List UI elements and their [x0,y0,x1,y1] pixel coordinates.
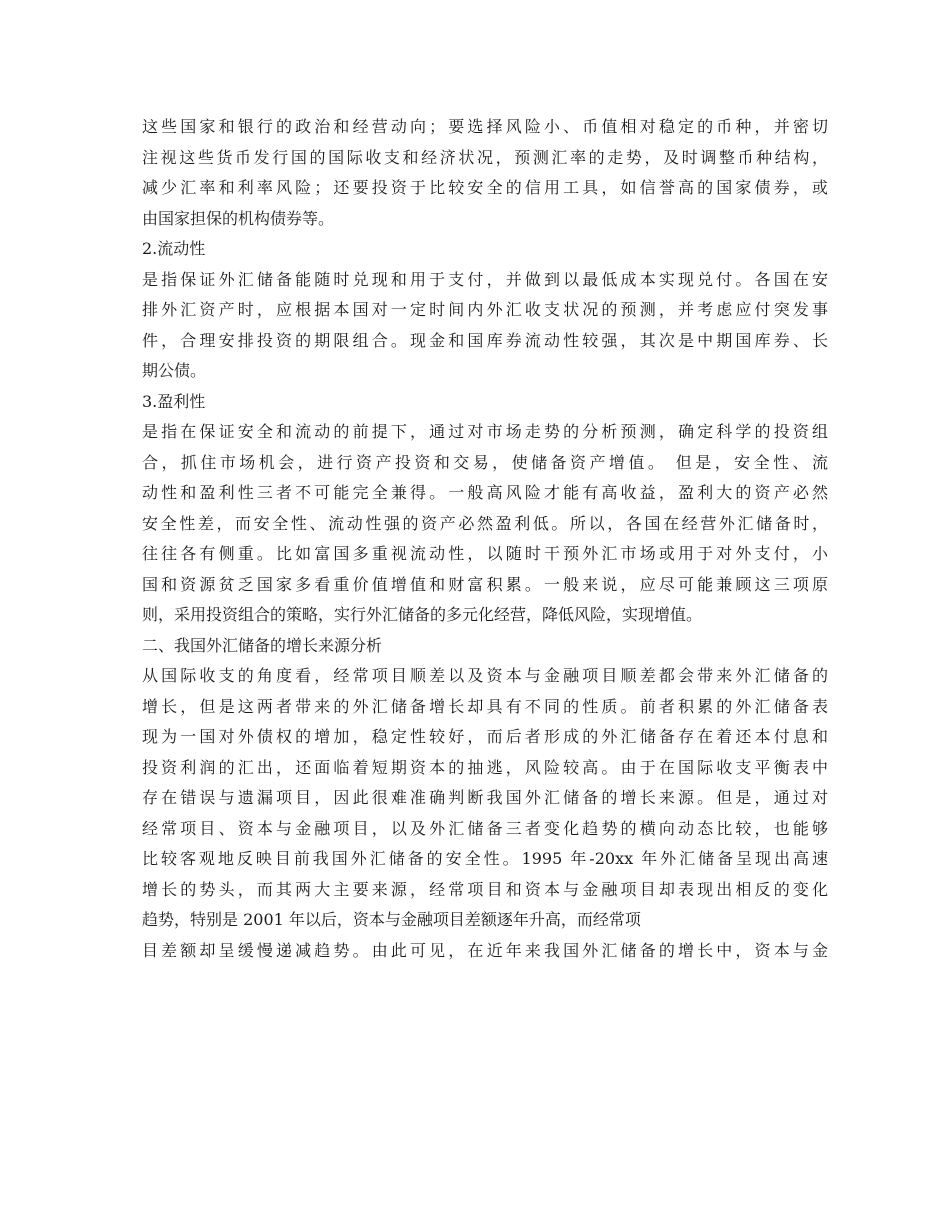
text-line: 3.盈利性 [142,391,206,411]
text-line: 2.流动性 [142,239,206,258]
text-line: 国和资源贫乏国家多看重价值增值和财富积累。一般来说，应尽可能兼顾这三项原 [142,574,828,594]
text-line: 安全性差，而安全性、流动性强的资产必然盈利低。所以，各国在经营外汇储备时， [142,513,828,533]
text-line: 增长的势头，而其两大主要来源，经常项目和资本与金融项目却表现出相反的变化 [142,879,828,899]
text-line: 动性和盈利性三者不可能完全兼得。一般高风险才能有高收益，盈利大的资产必然 [142,483,828,502]
text-line: 排外汇资产时，应根据本国对一定时间内外汇收支状况的预测，并考虑应付突发事 [142,300,828,319]
text-line: 是指在保证安全和流动的前提下，通过对市场走势的分析预测，确定科学的投资组 [142,422,828,441]
text-line: 比较客观地反映目前我国外汇储备的安全性。1995 年-20xx 年外汇储备呈现出高速 [142,849,828,868]
text-line: 现为一国对外债权的增加，稳定性较好，而后者形成的外汇储备存在着还本付息和 [142,727,828,746]
text-line: 投资利润的汇出，还面临着短期资本的抽逃，风险较高。由于在国际收支平衡表中 [142,757,828,777]
text-line: 由国家担保的机构债券等。 [142,208,335,228]
text-line: 注视这些货币发行国的国际收支和经济状况，预测汇率的走势，及时调整币种结构， [142,147,828,167]
text-line: 则，采用投资组合的策略，实行外汇储备的多元化经营，降低风险，实现增值。 [142,605,703,624]
text-line: 减少汇率和利率风险；还要投资于比较安全的信用工具，如信誉高的国家债券，或 [142,178,828,197]
text-line: 件，合理安排投资的期限组合。现金和国库券流动性较强，其次是中期国库券、长 [142,330,828,350]
text-line: 是指保证外汇储备能随时兑现和用于支付，并做到以最低成本实现兑付。各国在安 [142,269,828,289]
text-line: 增长，但是这两者带来的外汇储备增长却具有不同的性质。前者积累的外汇储备表 [142,696,828,716]
text-line: 趋势，特别是 2001 年以后，资本与金融项目差额逐年升高，而经常项 [142,910,641,929]
document-body [142,112,828,966]
text-line: 目差额却呈缓慢递减趋势。由此可见，在近年来我国外汇储备的增长中，资本与金 [142,940,828,960]
text-line: 这些国家和银行的政治和经营动向；要选择风险小、币值相对稳定的币种，并密切 [142,117,828,136]
text-line: 经常项目、资本与金融项目，以及外汇储备三者变化趋势的横向动态比较，也能够 [142,818,828,838]
text-line: 从国际收支的角度看，经常项目顺差以及资本与金融项目顺差都会带来外汇储备的 [142,666,828,685]
text-line: 往往各有侧重。比如富国多重视流动性，以随时干预外汇市场或用于对外支付，小 [142,544,828,563]
text-line: 期公债。 [142,361,207,380]
text-line: 二、我国外汇储备的增长来源分析 [142,635,383,655]
text-line: 存在错误与遗漏项目，因此很难准确判断我国外汇储备的增长来源。但是，通过对 [142,788,828,807]
text-line: 合，抓住市场机会，进行资产投资和交易，使储备资产增值。 但是，安全性、流 [142,452,828,472]
